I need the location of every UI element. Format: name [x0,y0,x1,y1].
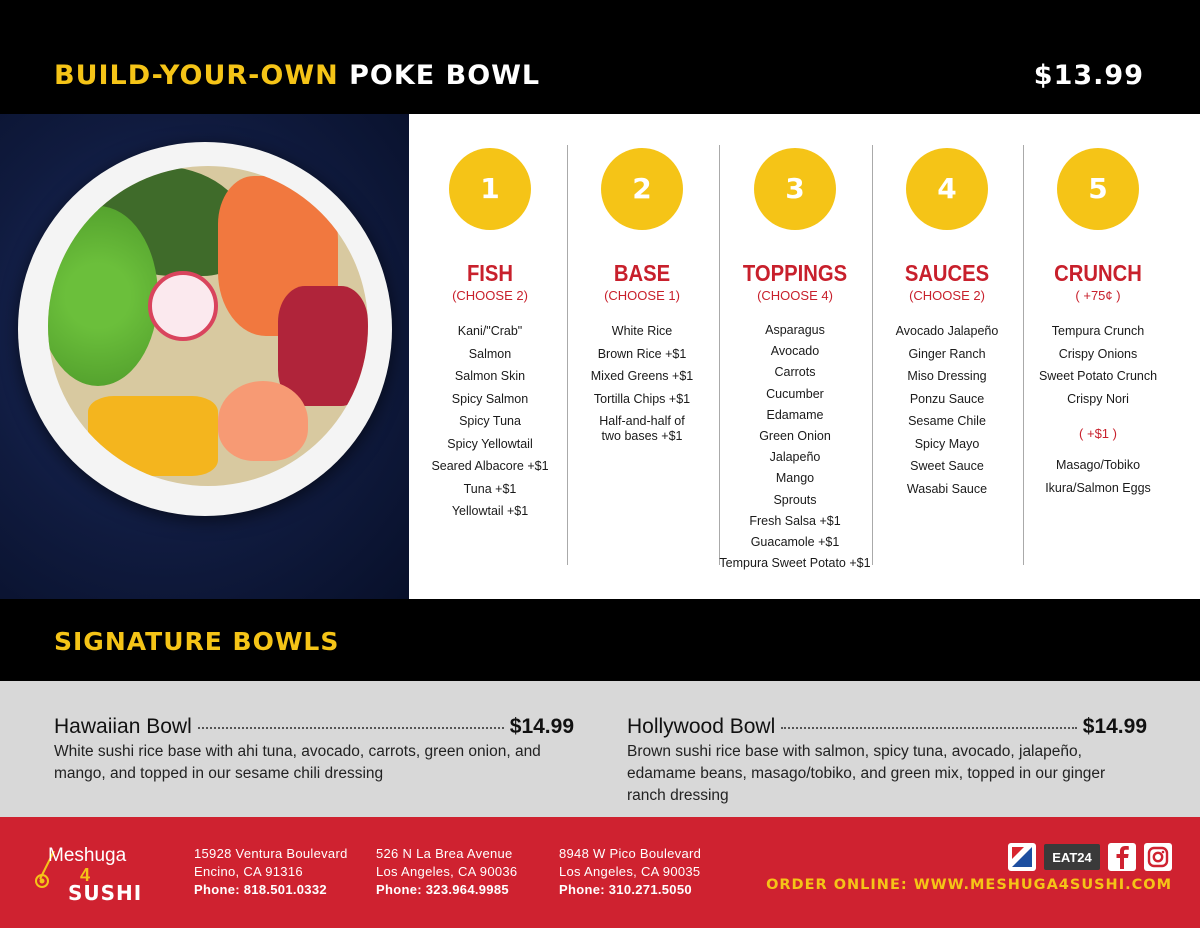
list-item: Spicy Mayo [914,436,980,451]
bowl-name: Hawaiian Bowl [54,715,192,738]
list-item: Spicy Salmon [451,391,529,406]
list-item: Ginger Ranch [908,346,986,361]
list-item: Tortilla Chips +$1 [593,391,691,406]
list-item: Edamame [766,407,824,422]
location-pico [559,845,701,899]
list-item: Guacamole +$1 [750,535,840,550]
bowl-entry-hawaiian [54,715,574,785]
bowl-price: $14.99 [509,715,574,738]
list-item: Brown Rice +$1 [597,346,687,361]
social-links [1008,843,1172,871]
bowl-image [18,142,392,516]
logo-text-4: 4 [80,865,91,885]
poke-bowl-photo [0,114,409,599]
list-item: Spicy Yellowtail [447,436,533,451]
signature-title: SIGNATURE BOWLS [54,627,340,656]
step-title: SAUCES [904,260,990,286]
step-items [566,320,718,444]
build-steps-panel [409,114,1200,599]
bowl-description: Brown sushi rice base with salmon, spicy tuna, avocado, jalapeño, edamame beans, masago/tobiko, and green mix, topped in our ginger ranch dressing [627,743,1106,804]
list-item: Tuna +$1 [463,481,517,496]
step-number: 2 [601,148,683,230]
list-item: Cucumber [766,386,824,401]
step-number: 4 [906,148,988,230]
list-item: White Rice [611,324,673,338]
step-title: FISH [466,260,514,286]
base-price: $13.99 [1033,60,1144,91]
step-title: CRUNCH [1054,260,1142,286]
grubhub-icon[interactable] [1008,843,1036,871]
address-street: 526 N La Brea Avenue [376,846,513,861]
address-city: Encino, CA 91316 [194,864,303,879]
list-item: Jalapeño [769,450,821,465]
step-subtitle: (CHOOSE 2) [452,288,528,303]
location-encino [194,845,348,899]
address-street: 15928 Ventura Boulevard [194,846,348,861]
list-item: Sweet Potato Crunch [1038,369,1158,383]
step-subtitle: (CHOOSE 4) [757,288,833,303]
signature-bowls [0,681,1200,817]
eat24-icon[interactable]: EAT24 [1044,844,1100,870]
step-number: 5 [1057,148,1139,230]
page-title [54,60,540,91]
list-item: Spicy Tuna [459,414,521,428]
list-item: Ikura/Salmon Eggs [1045,480,1151,495]
step-items [1022,320,1174,410]
list-item: Kani/"Crab" [457,324,523,338]
list-item: Miso Dressing [907,369,987,383]
logo-text-sushi: SUSHI [68,881,143,905]
list-item: Wasabi Sauce [906,481,988,496]
step-extra-subtitle: ( +$1 ) [1079,426,1117,441]
address-street: 8948 W Pico Boulevard [559,846,702,861]
order-online-link[interactable]: ORDER ONLINE: WWW.MESHUGA4SUSHI.COM [766,877,1172,893]
list-item: Ponzu Sauce [909,391,985,406]
address-city: Los Angeles, CA 90035 [559,864,701,879]
list-item: Avocado [770,344,820,359]
leader-dots [198,727,504,729]
address-phone[interactable]: Phone: 323.964.9985 [376,882,509,897]
page-header [0,0,1200,114]
step-items [871,320,1023,500]
brand-logo[interactable] [34,845,164,905]
list-item: Carrots [774,365,816,380]
step-number: 3 [754,148,836,230]
list-item: Asparagus [765,323,825,337]
list-item: Crispy Onions [1058,346,1138,361]
step-subtitle: (CHOOSE 2) [909,288,985,303]
step-number: 1 [449,148,531,230]
list-item: Tempura Crunch [1051,324,1145,338]
step-title: BASE [613,260,671,286]
location-la-brea [376,845,517,899]
bowl-entry-hollywood [627,715,1147,807]
instagram-icon[interactable] [1144,843,1172,871]
list-item: Sweet Sauce [910,459,984,473]
step-items [414,320,566,523]
bowl-price: $14.99 [1082,715,1147,738]
list-item: Mango [775,471,815,486]
list-item: Fresh Salsa +$1 [749,513,841,528]
list-item: Tempura Sweet Potato +$1 [719,556,871,571]
list-item: Mixed Greens +$1 [590,369,694,383]
step-subtitle: ( +75¢ ) [1075,288,1121,303]
list-item: Yellowtail +$1 [451,504,529,518]
list-item: Crispy Nori [1067,391,1129,406]
list-item: Salmon Skin [454,369,526,383]
list-item: Half-and-half of two bases +$1 [599,414,685,443]
address-phone[interactable]: Phone: 310.271.5050 [559,882,692,897]
signature-header [0,599,1200,681]
title-part-1: BUILD-YOUR-OWN [54,60,339,91]
list-item: Sesame Chile [908,414,986,428]
step-subtitle: (CHOOSE 1) [604,288,680,303]
title-part-2: POKE BOWL [349,60,541,91]
bowl-description: White sushi rice base with ahi tuna, avocado, carrots, green onion, and mango, and topped in our sesame chili dressing [54,743,541,782]
step-title: TOPPINGS [742,260,848,286]
step-items [719,320,871,574]
leader-dots [781,727,1077,729]
facebook-icon[interactable] [1108,843,1136,871]
address-phone[interactable]: Phone: 818.501.0332 [194,882,327,897]
bowl-name: Hollywood Bowl [627,715,776,738]
step-extra-items [1022,454,1174,499]
list-item: Avocado Jalapeño [895,324,999,338]
list-item: Salmon [468,346,512,361]
list-item: Masago/Tobiko [1055,458,1141,472]
address-city: Los Angeles, CA 90036 [376,864,518,879]
logo-text-meshuga: Meshuga [48,845,127,866]
list-item: Sprouts [773,492,817,507]
list-item: Green Onion [759,429,831,444]
list-item: Seared Albacore +$1 [431,459,549,473]
footer [0,817,1200,928]
